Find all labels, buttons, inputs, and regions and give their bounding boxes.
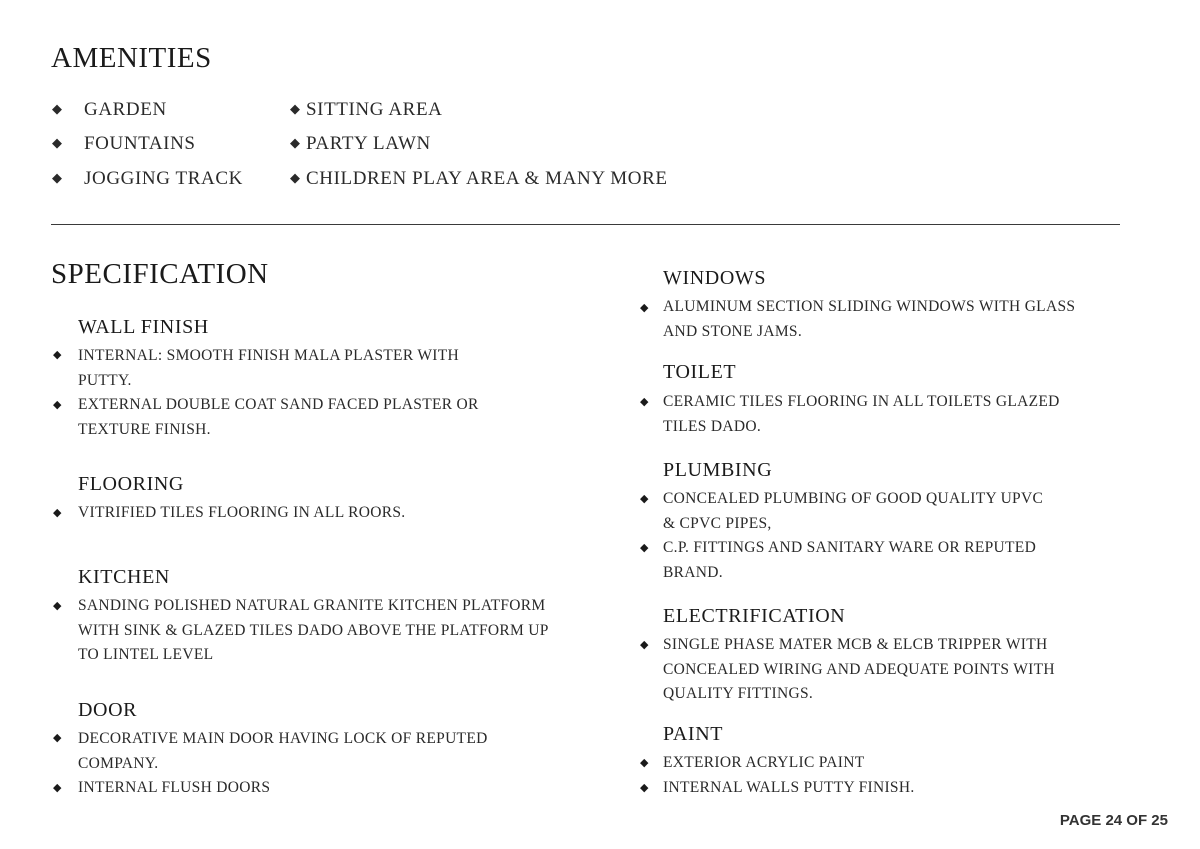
electrification-heading: ELECTRIFICATION xyxy=(663,605,846,627)
wall-finish-heading: WALL FINISH xyxy=(78,316,209,338)
spec-item-text: SINGLE PHASE MATER MCB & ELCB TRIPPER WITH CONCEALED WIRING AND ADEQUATE POINTS WITH QUALITY FITTINGS. xyxy=(663,636,1055,703)
door-heading: DOOR xyxy=(78,699,138,721)
spec-item-text: CERAMIC TILES FLOORING IN ALL TOILETS GLAZED TILES DADO. xyxy=(663,393,1060,435)
diamond-bullet-icon: ◆ xyxy=(52,135,63,150)
diamond-bullet-icon: ◆ xyxy=(640,493,649,505)
amenity-item: ◆ SITTING AREA xyxy=(290,99,443,120)
diamond-bullet-icon: ◆ xyxy=(53,507,62,519)
specification-title: SPECIFICATION xyxy=(51,258,269,290)
section-divider xyxy=(51,224,1120,225)
spec-item-text: SANDING POLISHED NATURAL GRANITE KITCHEN PLATFORM WITH SINK & GLAZED TILES DADO ABOVE THE PLATFORM UP TO LINTEL LEVEL xyxy=(78,597,549,664)
diamond-bullet-icon: ◆ xyxy=(290,170,301,185)
spec-item-text: EXTERIOR ACRYLIC PAINT xyxy=(663,754,865,771)
spec-item-text: INTERNAL FLUSH DOORS xyxy=(78,779,271,796)
diamond-bullet-icon: ◆ xyxy=(640,639,649,651)
diamond-bullet-icon: ◆ xyxy=(640,302,649,314)
spec-item-text: CONCEALED PLUMBING OF GOOD QUALITY UPVC & CPVC PIPES, xyxy=(663,490,1044,532)
diamond-bullet-icon: ◆ xyxy=(53,349,62,361)
amenity-item: ◆ PARTY LAWN xyxy=(290,133,431,154)
diamond-bullet-icon: ◆ xyxy=(52,170,63,185)
diamond-bullet-icon: ◆ xyxy=(640,542,649,554)
page-number: PAGE 24 OF 25 xyxy=(1059,812,1168,829)
diamond-bullet-icon: ◆ xyxy=(53,782,62,794)
spec-item-text: ALUMINUM SECTION SLIDING WINDOWS WITH GLASS AND STONE JAMS. xyxy=(663,298,1076,340)
amenity-item: ◆ FOUNTAINS xyxy=(52,133,196,154)
diamond-bullet-icon: ◆ xyxy=(640,782,649,794)
paint-heading: PAINT xyxy=(663,723,724,745)
diamond-bullet-icon: ◆ xyxy=(640,396,649,408)
spec-item-text: EXTERNAL DOUBLE COAT SAND FACED PLASTER OR TEXTURE FINISH. xyxy=(78,396,479,438)
flooring-heading: FLOORING xyxy=(78,473,184,495)
kitchen-heading: KITCHEN xyxy=(78,566,170,588)
diamond-bullet-icon: ◆ xyxy=(53,600,62,612)
amenity-item: ◆ GARDEN xyxy=(52,99,167,120)
amenity-item: ◆ CHILDREN PLAY AREA & MANY MORE xyxy=(290,168,668,189)
diamond-bullet-icon: ◆ xyxy=(53,399,62,411)
spec-item-text: INTERNAL WALLS PUTTY FINISH. xyxy=(663,779,915,796)
diamond-bullet-icon: ◆ xyxy=(640,757,649,769)
windows-heading: WINDOWS xyxy=(663,267,767,289)
amenities-title: AMENITIES xyxy=(51,42,212,74)
toilet-heading: TOILET xyxy=(663,361,737,383)
plumbing-heading: PLUMBING xyxy=(663,459,773,481)
diamond-bullet-icon: ◆ xyxy=(52,101,63,116)
spec-item-text: DECORATIVE MAIN DOOR HAVING LOCK OF REPUTED COMPANY. xyxy=(78,730,488,772)
diamond-bullet-icon: ◆ xyxy=(290,135,301,150)
spec-item-text: VITRIFIED TILES FLOORING IN ALL ROORS. xyxy=(78,504,406,521)
spec-item-text: C.P. FITTINGS AND SANITARY WARE OR REPUTED BRAND. xyxy=(663,539,1037,581)
spec-item-text: INTERNAL: SMOOTH FINISH MALA PLASTER WITH PUTTY. xyxy=(78,347,459,389)
amenity-item: ◆ JOGGING TRACK xyxy=(52,168,243,189)
diamond-bullet-icon: ◆ xyxy=(53,732,62,744)
diamond-bullet-icon: ◆ xyxy=(290,101,301,116)
